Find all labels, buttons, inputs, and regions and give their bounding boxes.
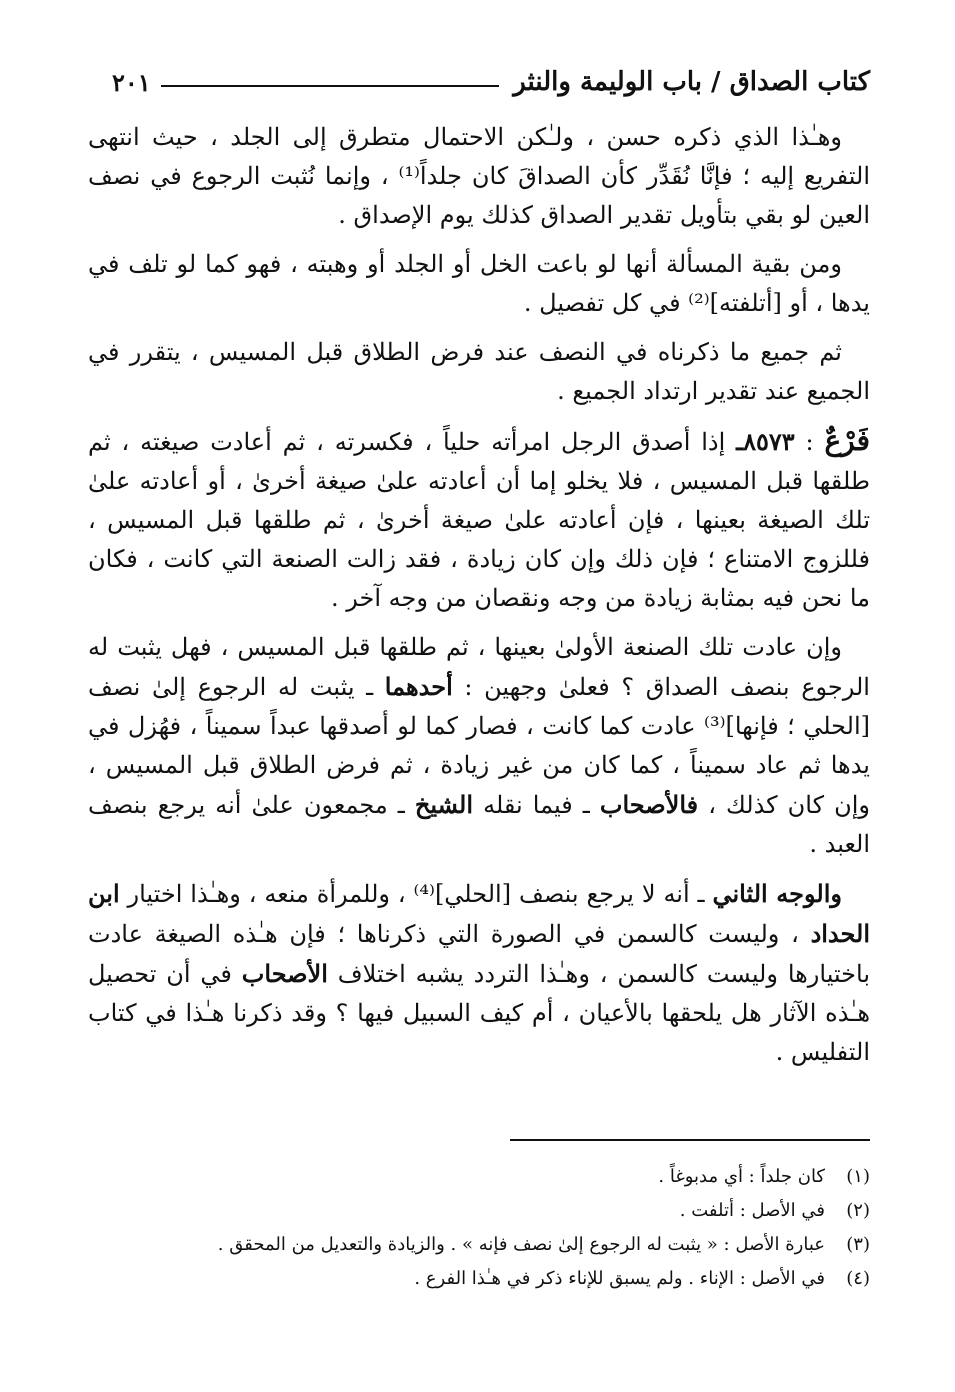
- bold-term: أحدهما: [384, 672, 453, 701]
- text-run: ـ يثبت له الرجوع إلىٰ نصف [الحلي ؛ فإنها]⁽³⁾ عادت كما كانت ، فصار كما لو أصدقها عبداً سميناً ، فهُزل في يدها ثم عاد سميناً ، كما كان من غير زيادة ، ثم فرض الطلاق قبل المسيس ، وإن كان كذلك ،: [88, 673, 870, 819]
- footnote-text: عبارة الأصل : « يثبت له الرجوع إلىٰ نصف فإنه » . والزيادة والتعديل من المحقق .: [217, 1234, 825, 1255]
- bold-term: الأصحاب: [241, 959, 328, 988]
- text-run: ـ فيما نقله: [483, 791, 590, 819]
- footnote: [88, 1160, 870, 1194]
- main-text: [88, 118, 870, 1082]
- footnote: [88, 1194, 870, 1228]
- footnote-number: (١): [846, 1166, 870, 1187]
- issue-number: ٨٥٧٣ـ: [736, 427, 795, 456]
- paragraph: ومن بقية المسألة أنها لو باعت الخل أو الجلد أو وهبته ، فهو كما لو تلف في يدها ، أو [أتلفته]⁽²⁾ في كل تفصيل .: [88, 250, 870, 317]
- text-run: في أن تحصيل هـٰذه الآثار هل يلحقها بالأعيان ، أم كيف السبيل فيها ؟ وقد ذكرنا هـٰذا في كتاب التفليس .: [88, 960, 870, 1066]
- footnote-number: (٤): [846, 1268, 870, 1289]
- paragraph: وهـٰذا الذي ذكره حسن ، ولـٰكن الاحتمال متطرق إلى الجلد ، حيث انتهى التفريع إليه ؛ فإنَّا نُقَدِّر كأن الصداقَ كان جلداً⁽¹⁾ ، وإنما نُثبت الرجوع في نصف العين لو بقي بتأويل تقدير الصداق كذلك يوم الإصداق .: [88, 123, 870, 229]
- bold-term: ابن الحداد: [88, 879, 870, 948]
- footnote: [88, 1262, 870, 1296]
- running-header: [112, 58, 870, 106]
- text-run: ـ أنه لا يرجع بنصف [الحلي]⁽⁴⁾ ، وللمرأة منعه ، وهـٰذا اختيار: [127, 880, 705, 908]
- branch-label: فَرْعٌ: [824, 424, 870, 457]
- footnotes: [88, 1160, 870, 1296]
- text-run: وإن عادت تلك الصنعة الأولىٰ بعينها ، ثم طلقها قبل المسيس ، فهل يثبت له الرجوع بنصف الصداق ؟ فعلىٰ وجهين :: [88, 633, 870, 701]
- footnote: [88, 1228, 870, 1262]
- page-number: ٢٠١: [112, 67, 151, 97]
- paragraph: [88, 628, 870, 864]
- paragraph: [88, 874, 870, 1072]
- branch-paragraph: فَرْعٌ : ٨٥٧٣ـ إذا أصدق الرجل امرأته حلياً ، فكسرته ، ثم أعادت صيغته ، ثم طلقها قبل المسيس ، فلا يخلو إما أن أعادته علىٰ صيغة أخرىٰ ، أو أعادته علىٰ تلك الصيغة بعينها ، فإن أعادته علىٰ صيغة أخرىٰ ، ثم طلقها قبل المسيس ، فللزوج الامتناع ؛ فإن ذلك وإن كان زيادة ، فقد زالت الصنعة التي كانت ، فكان ما نحن فيه بمثابة زيادة من وجه ونقصان من وجه آخر .: [88, 424, 871, 612]
- footnote-divider: [510, 1139, 870, 1141]
- bold-term: والوجه الثاني: [712, 879, 842, 908]
- footnote-text: كان جلداً : أي مدبوغاً .: [658, 1166, 825, 1187]
- branch-text: إذا أصدق الرجل امرأته حلياً ، فكسرته ، ثم أعادت صيغته ، ثم طلقها قبل المسيس ، فلا يخلو إما أن أعادته علىٰ صيغة أخرىٰ ، أو أعادته علىٰ تلك الصيغة بعينها ، فإن أعادته علىٰ صيغة أخرىٰ ، ثم طلقها قبل المسيس ، فللزوج الامتناع ؛ فإن ذلك وإن كان زيادة ، فقد زالت الصنعة التي كانت ، فكان ما نحن فيه بمثابة زيادة من وجه ونقصان من وجه آخر .: [88, 428, 871, 612]
- footnote-number: (٢): [846, 1200, 870, 1221]
- footnote-text: في الأصل : أتلفت .: [679, 1200, 825, 1221]
- header-title: كتاب الصداق / باب الوليمة والنثر: [513, 67, 870, 97]
- bold-term: الشيخ: [414, 790, 474, 819]
- text-run: ـ مجمعون علىٰ أنه يرجع بنصف العبد .: [88, 791, 870, 858]
- paragraph: ثم جميع ما ذكرناه في النصف عند فرض الطلاق قبل المسيس ، يتقرر في الجميع عند تقدير ارتداد الجميع .: [88, 338, 870, 405]
- bold-term: فالأصحاب: [599, 790, 699, 819]
- header-rule: [161, 85, 500, 87]
- footnote-text: في الأصل : الإناء . ولم يسبق للإناء ذكر في هـٰذا الفرع .: [414, 1268, 825, 1289]
- text-run: ، وليست كالسمن في الصورة التي ذكرناها ؛ فإن هـٰذه الصيغة عادت باختيارها وليست كالسمن ، وهـٰذا التردد يشبه اختلاف: [88, 920, 871, 988]
- footnote-number: (٣): [846, 1234, 870, 1255]
